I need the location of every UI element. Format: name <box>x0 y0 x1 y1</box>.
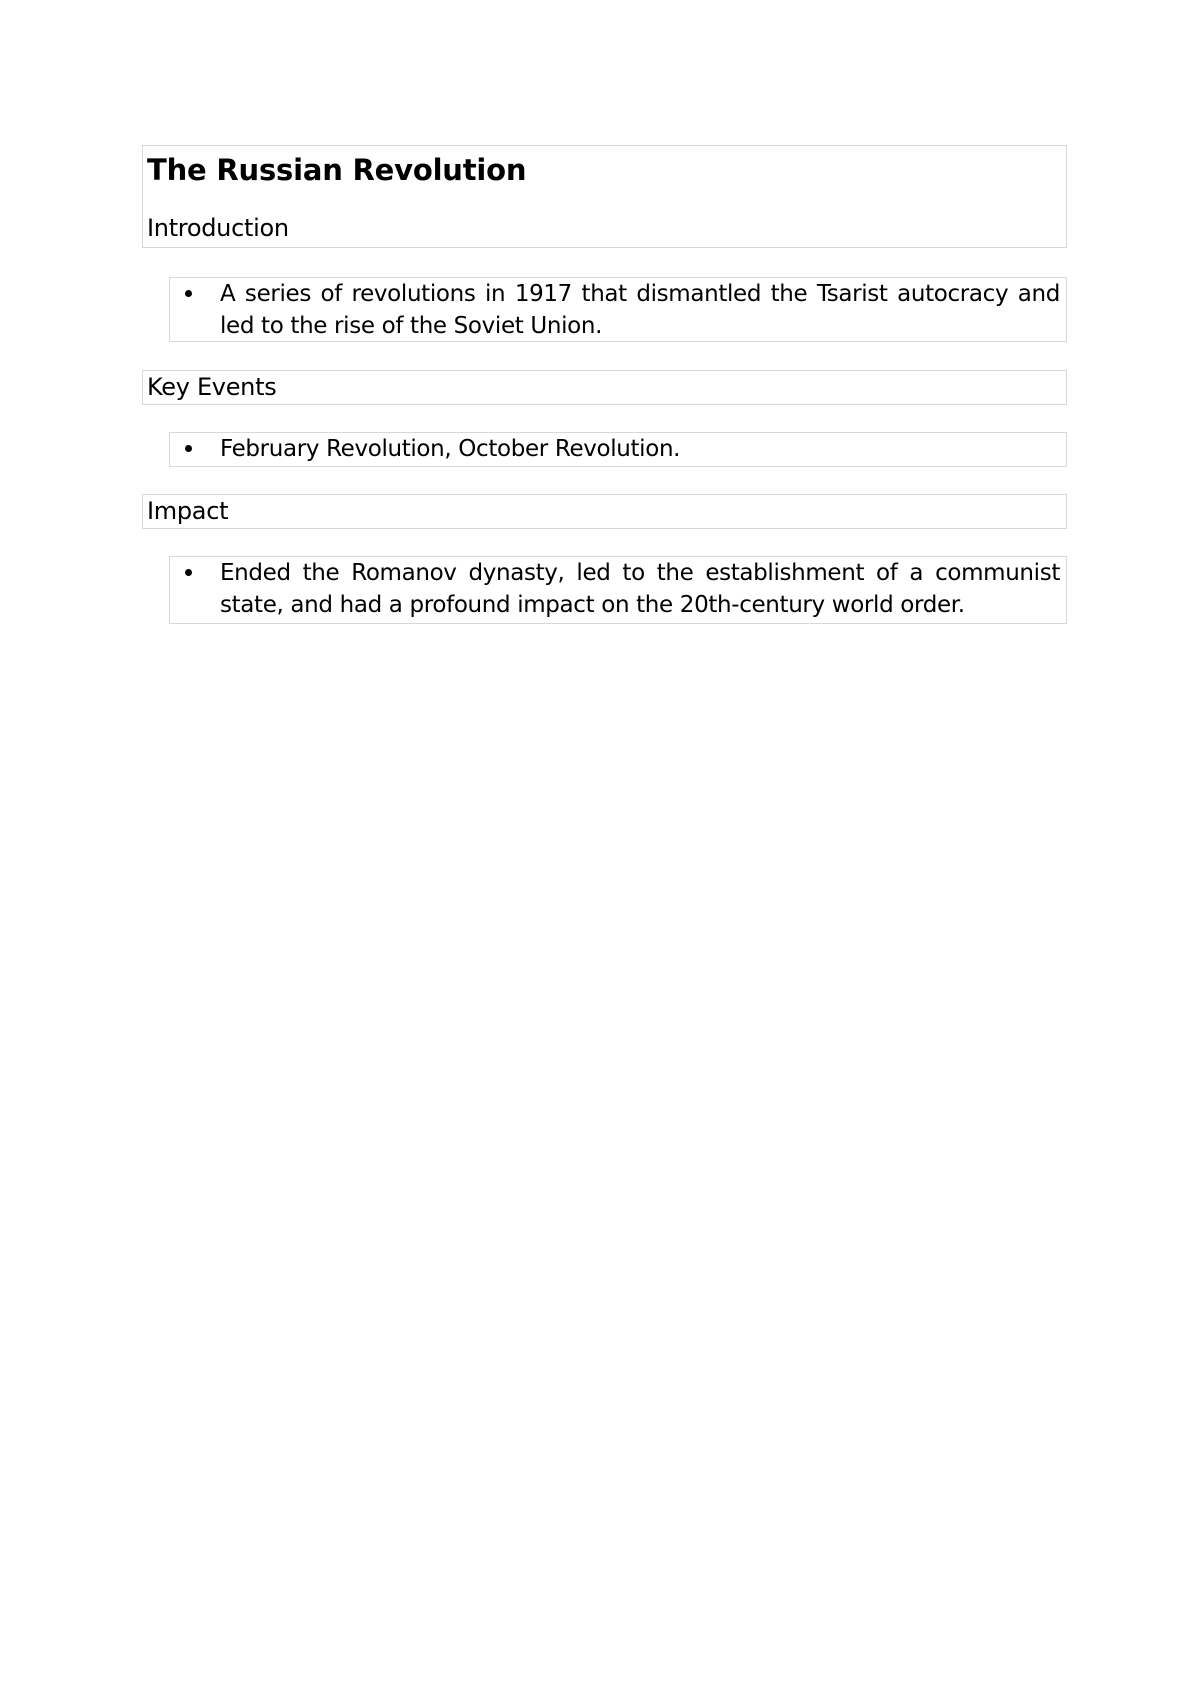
list-item <box>170 433 1066 465</box>
bullet-icon <box>185 569 192 576</box>
list-item-text: February Revolution, October Revolution. <box>220 436 681 462</box>
list-item-text: Ended the Romanov dynasty, led to the establishment of a communist state, and had a profound impact on the 20th-century world order. <box>220 560 1060 618</box>
title-block <box>142 145 1067 248</box>
list-item <box>170 557 1066 621</box>
section-heading-key-events: Key Events <box>147 373 277 401</box>
introduction-bullet-list <box>169 277 1067 342</box>
bullet-icon <box>185 290 192 297</box>
key-events-bullet-list <box>169 432 1067 467</box>
section-heading-impact: Impact <box>147 497 229 525</box>
list-item <box>170 278 1066 342</box>
impact-bullet-list <box>169 556 1067 624</box>
impact-heading-block <box>142 494 1067 529</box>
list-item-text: A series of revolutions in 1917 that dismantled the Tsarist autocracy and led to the rise of the Soviet Union. <box>220 281 1060 339</box>
bullet-icon <box>185 445 192 452</box>
key-events-heading-block <box>142 370 1067 405</box>
page-title: The Russian Revolution <box>147 153 527 187</box>
section-heading-introduction: Introduction <box>147 214 289 242</box>
